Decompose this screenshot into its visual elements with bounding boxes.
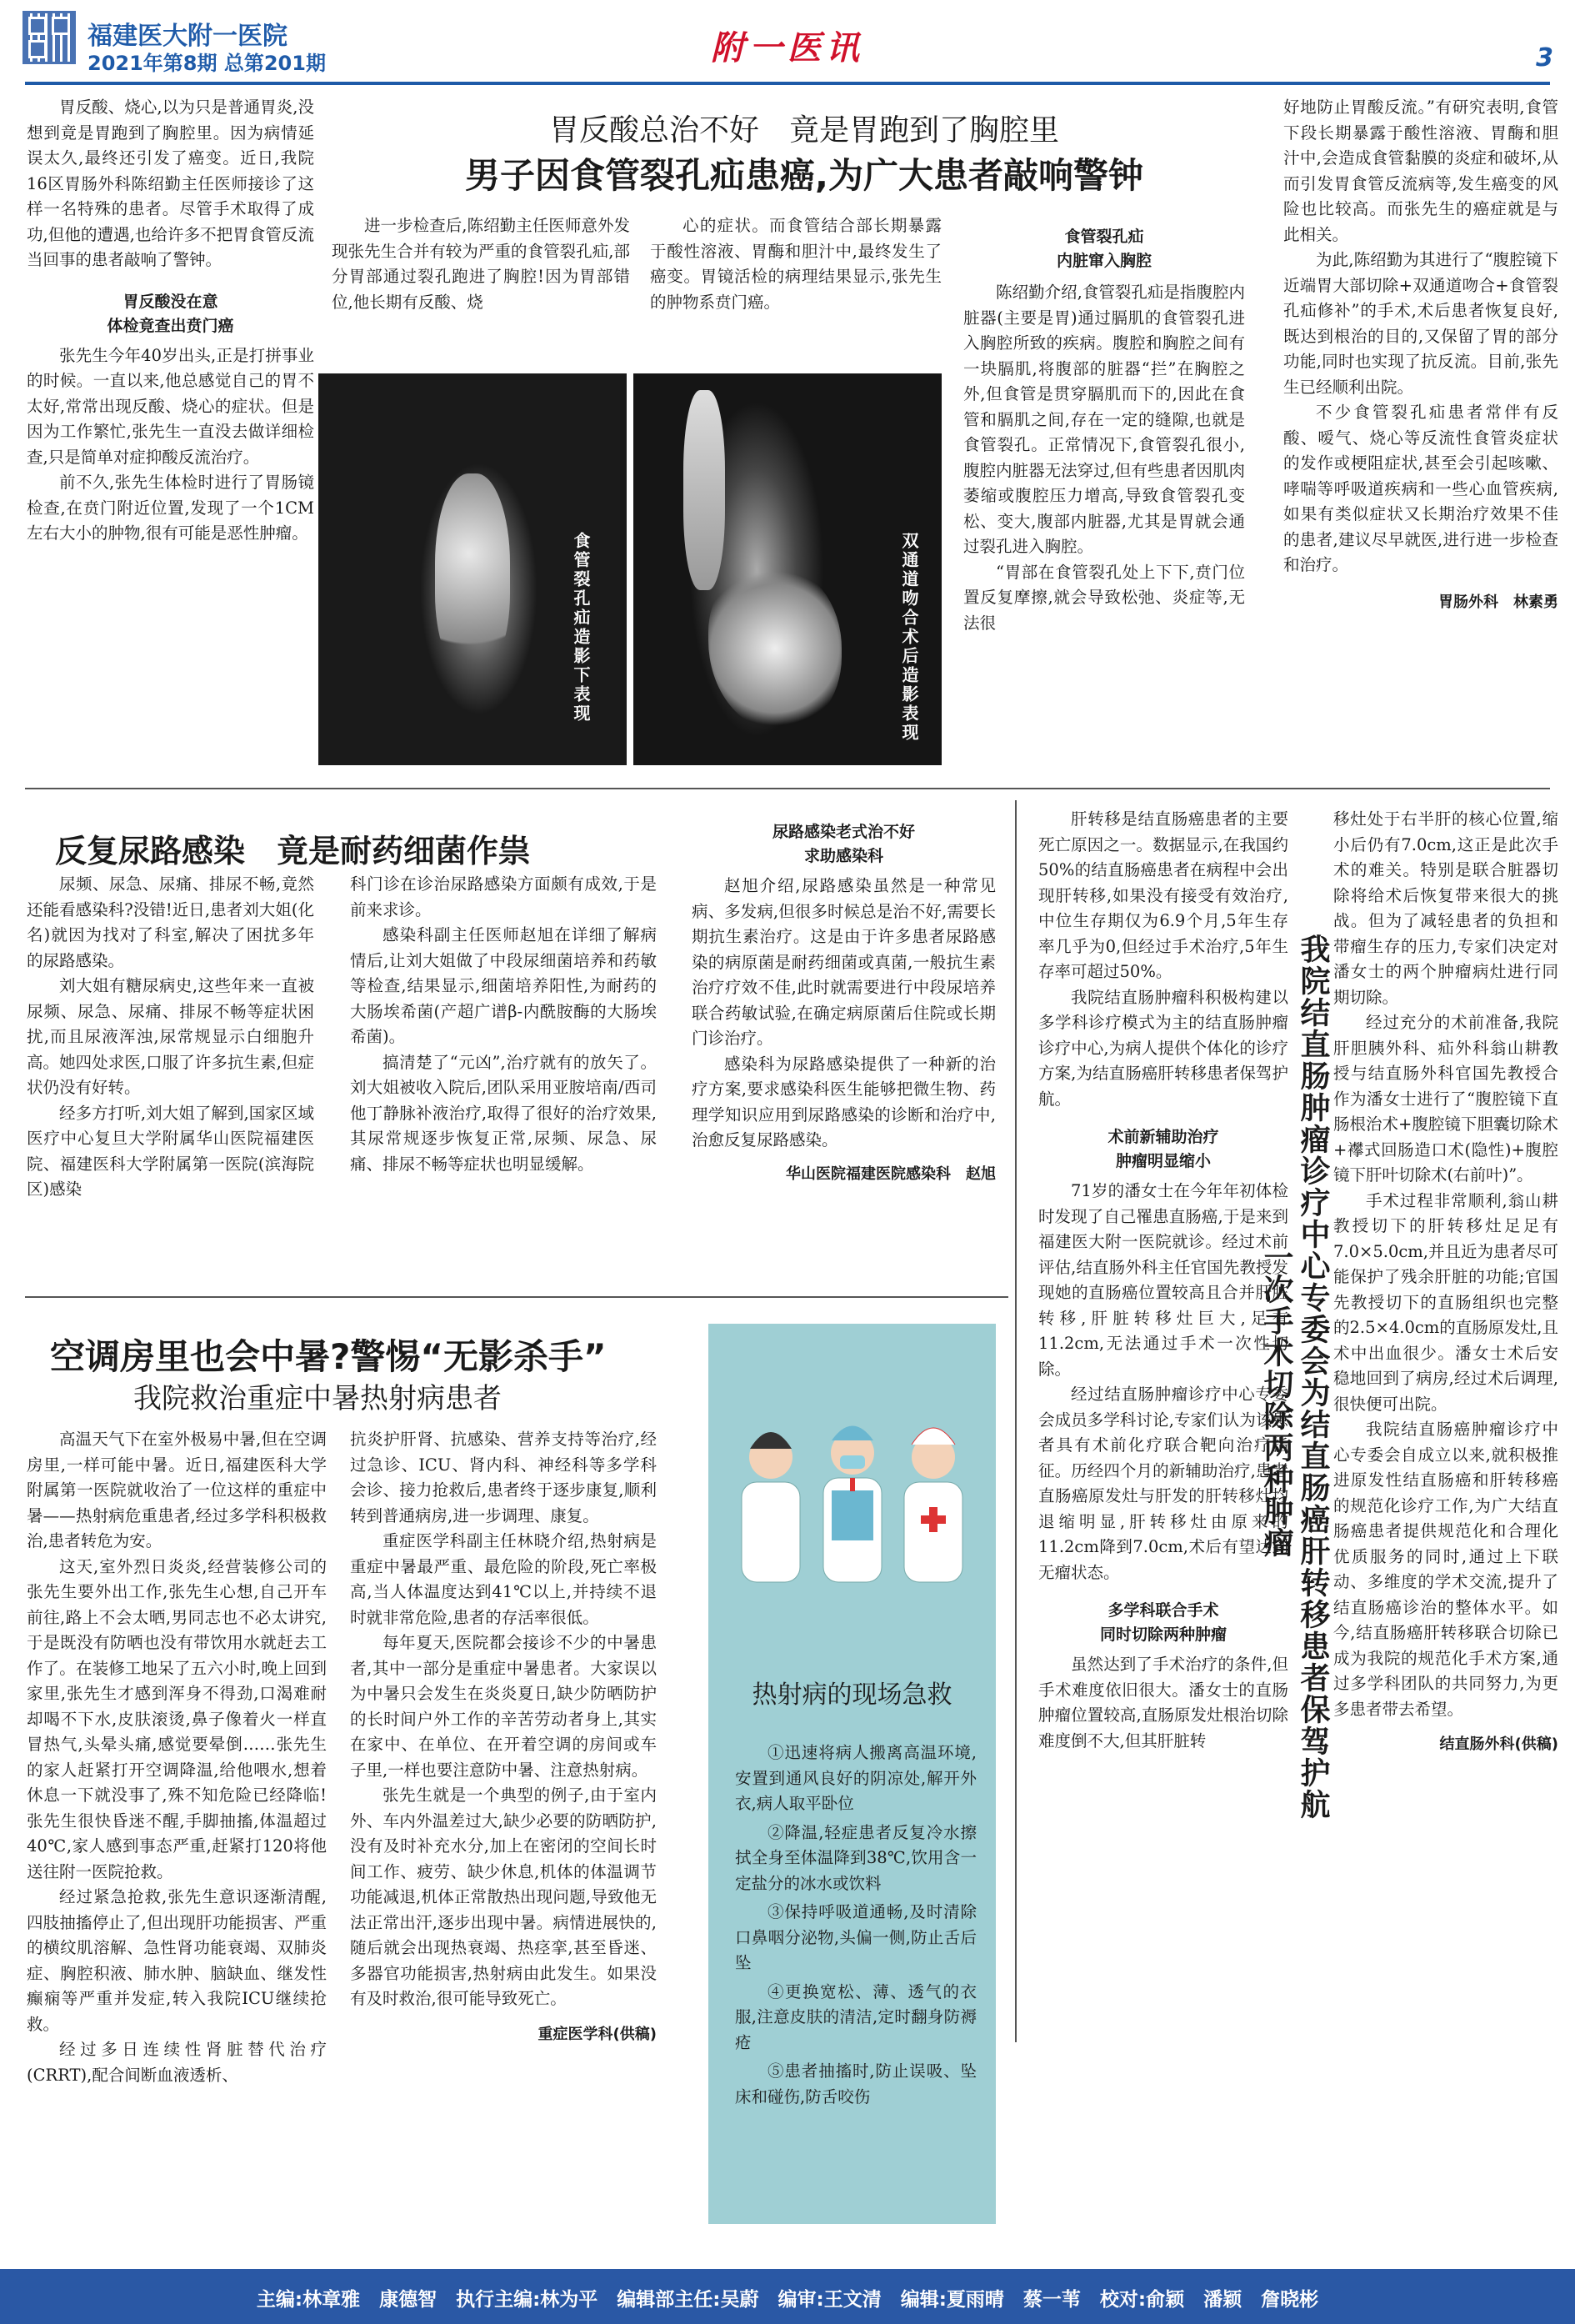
a1-col5 <box>1283 95 1558 615</box>
subheading-line: 同时切除两种肿瘤 <box>1099 1625 1227 1644</box>
list-item: ⑤患者抽搐时,防止误吸、坠床和碰伤,防舌咬伤 <box>735 2061 977 2106</box>
paragraph: 重症医学科副主任林晓介绍,热射病是重症中暑最严重、最危险的阶段,死亡率极高,当人体温度达到41℃以上,并持续不退时就非常危险,患者的存活率很低。 <box>350 1531 657 1627</box>
subheading <box>1038 1599 1288 1647</box>
paragraph: 虽然达到了手术治疗的条件,但手术难度依旧很大。潘女士的直肠肿瘤位置较高,直肠原发灶根治切除难度倒不大,但其肝脏转 <box>1038 1655 1288 1751</box>
paragraph: 手术过程非常顺利,翁山耕教授切下的肝转移灶足足有7.0×5.0cm,并且近为患者尽可能保护了残余肝脏的功能;官国先教授切下的直肠组织也完整的2.5×4.0cm的直肠原发灶,且术中出血很少。潘女士术后安稳地回到了病房,经过术后调理,很快便可出院。 <box>1333 1190 1558 1414</box>
subheading-line: 食管裂孔疝 <box>1064 228 1144 246</box>
paragraph: 心的症状。而食管结合部长期暴露于酸性溶液、胃酶和胆汁中,最终发生了癌变。胃镜活检的病理结果显示,张先生的肿物系贲门癌。 <box>650 216 942 312</box>
list-item: ②降温,轻症患者反复冷水擦拭全身至体温降到38℃,饮用含一定盐分的冰水或饮料 <box>735 1822 977 1893</box>
panel-list <box>735 1740 977 2113</box>
paragraph: 张先生今年40岁出头,正是打拼事业的时候。一直以来,他总感觉自己的胃不太好,常常出现反酸、烧心的症状。但是因为工作繁忙,张先生一直没去做详细检查,只是简单对症抑酸反流治疗。 <box>27 345 314 467</box>
a4-title-left: 一次手术切除两种肿瘤 <box>1259 1242 1293 1559</box>
paragraph: 搞清楚了“元凶”,治疗就有的放矢了。刘大姐被收入院后,团队采用亚胺培南/西司他丁静脉补液治疗,取得了很好的治疗效果,其尿常规逐步恢复正常,尿频、尿急、尿痛、排尿不畅等症状也明显缓解。 <box>350 1052 657 1174</box>
subheading-line: 胃反酸没在意 <box>122 292 218 311</box>
image-caption: 双通道吻合术后造影表现 <box>899 532 919 743</box>
subheading <box>1038 1125 1288 1174</box>
paragraph: 陈绍勤介绍,食管裂孔疝是指腹腔内脏器(主要是胃)通过膈肌的食管裂孔进入胸腔所致的疾病。腹腔和胸腔之间有一块膈肌,将腹部的脏器“拦”在胸腔之外,但食管是贯穿膈肌而下的,因此在食管和膈肌之间,存在一定的缝隙,也就是食管裂孔。正常情况下,食管裂孔很小,腹腔内脏器无法穿过,但有些患者因肌肉萎缩或腹腔压力增高,导致食管裂孔变松、变大,腹部内脏器,尤其是胃就会通过裂孔进入胸腔。 <box>963 283 1245 556</box>
list-item: ①迅速将病人搬离高温环境,安置到通风良好的阴凉处,解开外衣,病人取平卧位 <box>735 1743 977 1813</box>
subheading-line: 肿瘤明显缩小 <box>1115 1152 1211 1170</box>
paragraph: 经过充分的术前准备,我院肝胆胰外科、疝外科翁山耕教授与结直肠外科官国先教授合作为潘女士进行了“腹腔镜下直肠根治术+腹腔镜下胆囊切除术+襻式回肠造口术(隐性)+腹腔镜下肝叶切除术(右前叶)”。 <box>1333 1013 1558 1185</box>
list-item: ③保持呼吸道通畅,及时清除口鼻咽分泌物,头偏一侧,防止舌后坠 <box>735 1902 977 1972</box>
a3-col2 <box>350 1427 657 2047</box>
header-rule <box>25 82 1550 85</box>
paper-name: 附一医讯 <box>711 28 864 68</box>
a4-col2 <box>1333 807 1558 1758</box>
paragraph: 刘大姐有糖尿病史,这些年来一直被尿频、尿急、尿痛、排尿不畅等症状困扰,而且尿液浑浊,尿常规显示白细胞升高。她四处求医,口服了许多抗生素,但症状仍没有好转。 <box>27 976 314 1097</box>
divider <box>25 788 1550 789</box>
paragraph: 前不久,张先生体检时进行了胃肠镜检查,在贲门附近位置,发现了一个1CM左右大小的肿物,很有可能是恶性肿瘤。 <box>27 473 314 543</box>
paragraph: 张先生就是一个典型的例子,由于室内外、车内外温差过大,缺少必要的防晒防护,没有及时补充水分,加上在密闭的空间长时间工作、疲劳、缺少休息,机体的体温调节功能减退,机体正常散热出现问题,导致他无法正常出汗,逐步出现中暑。病情进展快的,随后就会出现热衰竭、热痉挛,甚至昏迷、多器官功能损害,热射病由此发生。如果没有及时救治,很可能导致死亡。 <box>350 1786 657 2008</box>
byline: 结直肠外科(供稿) <box>1439 1735 1558 1753</box>
paragraph: 移灶处于右半肝的核心位置,缩小后仍有7.0cm,这正是此次手术的难关。特别是联合脏器切除将给术后恢复带来很大的挑战。但为了减轻患者的负担和带瘤生存的压力,专家们决定对潘女士的两个肿瘤病灶进行同期切除。 <box>1333 809 1558 1007</box>
paragraph: 肝转移是结直肠癌患者的主要死亡原因之一。数据显示,在我国约50%的结直肠癌患者在病程中会出现肝转移,如果没有接受有效治疗,中位生存期仅为6.9个月,5年生存率几乎为0,但经过手术治疗,5年生存率可超过50%。 <box>1038 809 1288 981</box>
paragraph: 经过结直肠肿瘤诊疗中心专委会成员多学科讨论,专家们认为该患者具有术前化疗联合靶向治疗指征。历经四个月的新辅助治疗,患者直肠癌原发灶与肝发的肝转移灶均退缩明显,肝转移灶由原来的11.2cm降到7.0cm,术后有望达到无瘤状态。 <box>1038 1385 1288 1582</box>
doctor-nurse-icon <box>725 1357 979 1607</box>
a2-col1 <box>27 872 314 1203</box>
first-aid-panel <box>708 1324 996 2224</box>
paragraph: 每年夏天,医院都会接诊不少的中暑患者,其中一部分是重症中暑患者。大家误以为中暑只会发生在炎炎夏日,缺少防晒防护的长时间户外工作的辛苦劳动者身上,其实在家中、在单位、在开着空调的房间或车子里,一样也要注意防中暑、注意热射病。 <box>350 1633 657 1780</box>
a3-col1 <box>27 1427 327 2088</box>
paragraph: 科门诊在诊治尿路感染方面颇有成效,于是前来求诊。 <box>350 874 657 919</box>
paragraph: 抗炎护肝肾、抗感染、营养支持等治疗,经过急诊、ICU、肾内科、神经科等多学科会诊、接力抢救后,患者终于逐步康复,顺利转到普通病房,进一步调理、康复。 <box>350 1430 657 1525</box>
a2-col2 <box>350 872 657 1177</box>
paragraph: 71岁的潘女士在今年年初体检时发现了自己罹患直肠癌,于是来到福建医大附一医院就诊。经过术前评估,结直肠外科主任官国先教授发现她的直肠癌位置较高且合并肝脏转移,肝脏转移灶巨大,足有11.2cm,无法通过手术一次性切除。 <box>1038 1181 1288 1379</box>
hospital-name: 福建医大附一医院 <box>88 22 288 51</box>
list-item: ④更换宽松、薄、透气的衣服,注意皮肤的清洁,定时翻身防褥疮 <box>735 1981 977 2052</box>
image-caption: 食管裂孔疝造影下表现 <box>571 532 591 724</box>
subheading-line: 术前新辅助治疗 <box>1108 1128 1219 1146</box>
paragraph: 进一步检查后,陈绍勤主任医师意外发现张先生合并有较为严重的食管裂孔疝,部分胃部通过裂孔跑进了胸腔!因为胃部错位,他长期有反酸、烧 <box>332 216 630 312</box>
xray-image-postop <box>633 373 942 765</box>
issue-info: 2021年第8期 总第201期 <box>88 52 326 75</box>
xray-image-hernia <box>318 373 627 765</box>
a3-subtitle: 我院救治重症中暑热射病患者 <box>133 1382 502 1415</box>
a1-col3 <box>650 213 942 315</box>
subheading-line: 尿路感染老式治不好 <box>772 823 915 841</box>
byline: 胃肠外科 林素勇 <box>1438 593 1558 611</box>
a1-col1 <box>27 95 314 547</box>
subheading <box>27 290 314 338</box>
paragraph: 为此,陈绍勤为其进行了“腹腔镜下近端胃大部切除+双通道吻合+食管裂孔疝修补”的手术,术后患者恢复良好,既达到根治的目的,又保留了胃的部分功能,同时也实现了抗反流。目前,张先生已经顺利出院。 <box>1283 250 1558 397</box>
subheading <box>692 820 996 869</box>
paragraph: 赵旭介绍,尿路感染虽然是一种常见病、多发病,但很多时候总是治不好,需要长期抗生素治疗。这是由于许多患者尿路感染的病原菌是耐药细菌或真菌,一般抗生素治疗疗效不佳,此时就需要进行中段尿培养联合药敏试验,在确定病原菌后住院或长期门诊治疗。 <box>692 876 996 1048</box>
a3-title: 空调房里也会中暑?警惕“无影杀手” <box>50 1336 607 1377</box>
paragraph: 好地防止胃酸反流。”有研究表明,食管下段长期暴露于酸性溶液、胃酶和胆汁中,会造成食管黏膜的炎症和破坏,从而引发胃食管反流病等,发生癌变的风险也比较高。而张先生的癌症就是与此相关。 <box>1283 98 1558 244</box>
paragraph: “胃部在食管裂孔处上下下,贲门位置反复摩擦,就会导致松弛、炎症等,无法很 <box>963 562 1245 633</box>
editorial-credits: 主编:林章雅 康德智 执行主编:林为平 编辑部主任:吴蔚 编审:王文清 编辑:夏雨晴 蔡一苇 校对:俞颖 潘颖 詹晓彬 <box>256 2289 1319 2311</box>
a1-title-line2: 男子因食管裂孔疝患癌,为广大患者敲响警钟 <box>465 155 1143 196</box>
paragraph: 感染科副主任医师赵旭在详细了解病情后,让刘大姐做了中段尿细菌培养和药敏等检查,结果显示,细菌培养阳性,为耐药的大肠埃希菌(产超广谱β-内酰胺酶的大肠埃希菌)。 <box>350 925 657 1046</box>
a4-col1 <box>1038 807 1288 1754</box>
paragraph: 不少食管裂孔疝患者常伴有反酸、嗳气、烧心等反流性食管炎症状的发作或梗阻症状,甚至会引起咳嗽、哮喘等呼吸道疾病和一些心血管疾病,如果有类似症状又长期治疗效果不佳的患者,建议尽早就医,进行进一步检查和治疗。 <box>1283 403 1558 574</box>
subheading-line: 求助感染科 <box>803 847 883 865</box>
medical-staff-illustration <box>725 1357 979 1607</box>
a1-col4 <box>963 213 1245 636</box>
paragraph: 感染科为尿路感染提供了一种新的治疗方案,要求感染科医生能够把微生物、药理学知识应用到尿路感染的诊断和治疗中,治愈反复尿路感染。 <box>692 1054 996 1149</box>
panel-title: 热射病的现场急救 <box>752 1680 952 1710</box>
paragraph: 尿频、尿急、尿痛、排尿不畅,竟然还能看感染科?没错!近日,患者刘大姐(化名)就因为找对了科室,解决了困扰多年的尿路感染。 <box>27 874 314 970</box>
paragraph: 这天,室外烈日炎炎,经营装修公司的张先生要外出工作,张先生心想,自己开车前往,路上不会太晒,男同志也不必太讲究,于是既没有防晒也没有带饮用水就赶去工作了。在装修工地呆了五六小时,晚上回到家里,张先生才感到浑身不得劲,口渴难耐却喝不下水,皮肤滚烫,鼻子像着火一样直冒热气,头晕头痛,感觉要晕倒……张先生的家人赶紧打开空调降温,给他喂水,想着休息一下就没事了,殊不知危险已经降临!张先生很快昏迷不醒,手脚抽搐,体温超过40℃,家人感到事态严重,赶紧打120将他送往附一医院抢救。 <box>27 1556 327 1881</box>
paragraph: 胃反酸、烧心,以为只是普通胃炎,没想到竟是胃跑到了胸腔里。因为病情延误太久,最终还引发了癌变。近日,我院16区胃肠外科陈绍勤主任医师接诊了这样一名特殊的患者。尽管手术取得了成功,但他的遭遇,也给许多不把胃食管反流当回事的患者敲响了警钟。 <box>27 98 314 269</box>
a2-title: 反复尿路感染 竟是耐药细菌作祟 <box>55 833 531 869</box>
subheading <box>963 225 1245 273</box>
subheading-line: 体检竟查出贲门癌 <box>107 316 234 335</box>
page-number: 3 <box>1536 43 1553 73</box>
subheading-line: 内脏窜入胸腔 <box>1056 252 1152 270</box>
paragraph: 我院结直肠癌肿瘤诊疗中心专委会自成立以来,就积极推进原发性结直肠癌和肝转移癌的规范化诊疗工作,为广大结直肠癌患者提供规范化和合理化优质服务的同时,通过上下联动、多维度的学术交流,提升了结直肠癌诊治的整体水平。如今,结直肠癌肝转移联合切除已成为我院的规范化手术方案,通过多学科团队的共同努力,为更多患者带去希望。 <box>1333 1420 1558 1719</box>
a1-col2 <box>332 213 630 315</box>
byline: 重症医学科(供稿) <box>538 2025 657 2043</box>
a2-col3 <box>692 812 996 1187</box>
footer-bar <box>0 2269 1575 2324</box>
divider <box>25 1296 1008 1298</box>
vertical-divider <box>1015 800 1017 2042</box>
paragraph: 我院结直肠肿瘤科积极构建以多学科诊疗模式为主的结直肠肿瘤诊疗中心,为病人提供个体化的诊疗方案,为结直肠癌肝转移患者保驾护航。 <box>1038 987 1288 1109</box>
paragraph: 经多方打听,刘大姐了解到,国家区域医疗中心复旦大学附属华山医院福建医院、福建医科大学附属第一医院(滨海院区)感染 <box>27 1103 314 1199</box>
paragraph: 经过紧急抢救,张先生意识逐渐清醒,四肢抽搐停止了,但出现肝功能损害、严重的横纹肌溶解、急性肾功能衰竭、双肺炎症、胸腔积液、肺水肿、脑缺血、继发性癫痫等严重并发症,转入我院ICU继续抢救。 <box>27 1887 327 2034</box>
a1-title-line1: 胃反酸总治不好 竟是胃跑到了胸腔里 <box>548 113 1059 148</box>
byline: 华山医院福建医院感染科 赵旭 <box>786 1165 996 1183</box>
a4-title-right: 我院结直肠肿瘤诊疗中心专委会为结直肠癌肝转移患者保驾护航 <box>1296 934 1330 1821</box>
subheading-line: 多学科联合手术 <box>1108 1601 1219 1620</box>
paragraph: 经过多日连续性肾脏替代治疗(CRRT),配合间断血液透析、 <box>27 2040 327 2085</box>
paragraph: 高温天气下在室外极易中暑,但在空调房里,一样可能中暑。近日,福建医科大学附属第一医院就收治了一位这样的重症中暑——热射病危重患者,经过多学科积极救治,患者转危为安。 <box>27 1430 327 1550</box>
